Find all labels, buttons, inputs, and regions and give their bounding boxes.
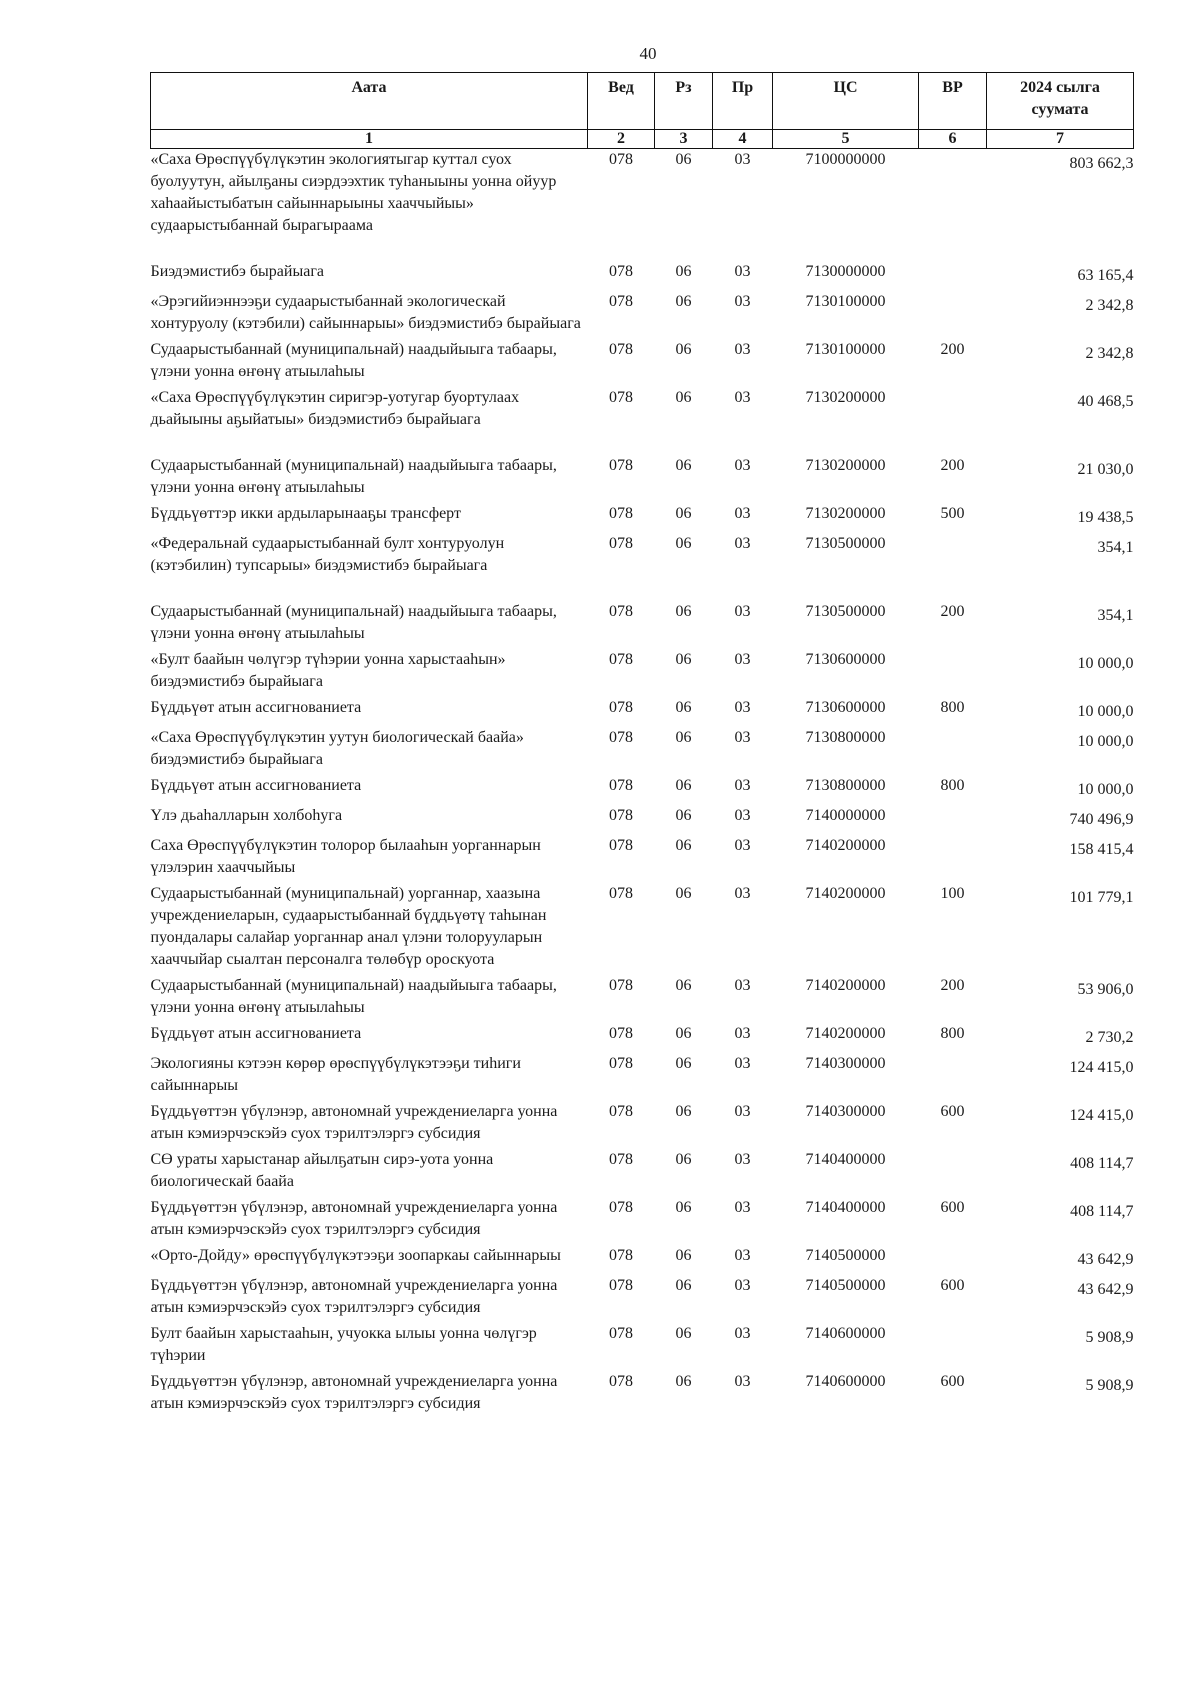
row-cs: 7140500000: [805, 1277, 886, 1294]
row-rz: 06: [675, 1277, 692, 1294]
column-number: 3: [655, 130, 713, 149]
row-pr: 03: [734, 777, 751, 794]
row-sum: 40 468,5: [1077, 393, 1134, 410]
row-name: «Эрэгийиэннээҕи судаарыстыбаннай экологическай хонтуруолу (кэтэбили) сайыннарыы» биэдэмистибэ бырайыага: [150, 293, 581, 332]
row-ved: 078: [609, 457, 633, 474]
row-vr: [919, 1053, 987, 1101]
row-sum: 10 000,0: [1077, 781, 1134, 798]
row-vr: 200: [940, 457, 965, 474]
row-sum: 43 642,9: [1077, 1281, 1134, 1298]
row-pr: 03: [734, 389, 751, 406]
row-name: «Саха Өрөспүүбүлүкэтин уутун биологическай баайа» биэдэмистибэ бырайыага: [150, 729, 524, 768]
table-row: [151, 533, 1134, 601]
row-ved: 078: [609, 1247, 633, 1264]
row-cs: 7130600000: [805, 651, 886, 668]
row-name: Бүддьүөттэн үбүлэнэр, автономнай учреждениеларга уонна атын кэмиэрчэскэйэ суох тэрилтэлэргэ субсидия: [150, 1199, 558, 1238]
row-sum: 354,1: [1097, 539, 1134, 556]
row-rz: 06: [675, 603, 692, 620]
row-pr: 03: [734, 1199, 751, 1216]
row-cs: 7140600000: [805, 1373, 886, 1390]
row-rz: 06: [675, 699, 692, 716]
row-cs: 7130200000: [805, 457, 886, 474]
row-name: «Федеральнай судаарыстыбаннай булт хонтуруолун (кэтэбилин) тупсарыы» биэдэмистибэ бырайыага: [150, 535, 505, 574]
row-rz: 06: [675, 1055, 692, 1072]
row-cs: 7100000000: [805, 151, 886, 168]
column-number: 5: [773, 130, 919, 149]
row-ved: 078: [609, 1325, 633, 1342]
row-vr: 800: [940, 699, 965, 716]
row-name: Экологияны кэтээн көрөр өрөспүүбүлүкэтээҕи тиһиги сайыннарыы: [150, 1055, 521, 1094]
row-cs: 7140400000: [805, 1151, 886, 1168]
row-cs: 7140300000: [805, 1055, 886, 1072]
row-name: Үлэ дьаһалларын холбоһуга: [150, 807, 343, 824]
row-vr: 200: [940, 977, 965, 994]
row-rz: 06: [675, 151, 692, 168]
table-row: [151, 1197, 1134, 1245]
row-sum: 740 496,9: [1069, 811, 1134, 828]
row-name: Бүддьүөттэн үбүлэнэр, автономнай учреждениеларга уонна атын кэмиэрчэскэйэ суох тэрилтэлэргэ субсидия: [150, 1277, 558, 1316]
row-vr: 200: [940, 603, 965, 620]
row-vr: [919, 261, 987, 291]
row-pr: 03: [734, 885, 751, 902]
row-vr: [919, 727, 987, 775]
row-pr: 03: [734, 293, 751, 310]
row-pr: 03: [734, 807, 751, 824]
row-name: Бүддьүөттэр икки ардыларынааҕы трансферт: [150, 505, 461, 522]
row-ved: 078: [609, 535, 633, 552]
row-vr: 500: [940, 505, 965, 522]
row-pr: 03: [734, 505, 751, 522]
table-row: [151, 1371, 1134, 1419]
row-sum: 2 730,2: [1085, 1029, 1134, 1046]
row-cs: 7130100000: [805, 293, 886, 310]
row-vr: 600: [940, 1373, 965, 1390]
row-ved: 078: [609, 1055, 633, 1072]
header-rz: Рз: [655, 73, 713, 130]
row-name: Бүддьүөттэн үбүлэнэр, автономнай учреждениеларга уонна атын кэмиэрчэскэйэ суох тэрилтэлэргэ субсидия: [150, 1103, 558, 1142]
table-row: [151, 455, 1134, 503]
row-sum: 5 908,9: [1085, 1329, 1134, 1346]
row-vr: 800: [940, 777, 965, 794]
table-row: [151, 1101, 1134, 1149]
row-rz: 06: [675, 293, 692, 310]
row-rz: 06: [675, 885, 692, 902]
row-ved: 078: [609, 1151, 633, 1168]
row-rz: 06: [675, 1151, 692, 1168]
row-pr: 03: [734, 837, 751, 854]
row-name: Бүддьүөт атын ассигнованиета: [150, 1025, 362, 1042]
row-name: «Орто-Дойду» өрөспүүбүлүкэтээҕи зоопаркаы сайыннарыы: [150, 1247, 561, 1264]
row-name: «Саха Өрөспүүбүлүкэтин сиригэр-уотугар буортулаах дьайыыны аҕыйатыы» биэдэмистибэ бырайыага: [150, 389, 520, 428]
row-rz: 06: [675, 729, 692, 746]
row-vr: [919, 835, 987, 883]
row-name: Булт баайын харыстааһын, учуокка ылыы уонна чөлүгэр түһэрии: [150, 1325, 537, 1364]
row-sum: 10 000,0: [1077, 733, 1134, 750]
row-rz: 06: [675, 777, 692, 794]
row-ved: 078: [609, 1199, 633, 1216]
row-pr: 03: [734, 1103, 751, 1120]
row-sum: 19 438,5: [1077, 509, 1134, 526]
row-ved: 078: [609, 151, 633, 168]
table-row: [151, 1323, 1134, 1371]
row-name: Судаарыстыбаннай (муниципальнай) наадыйыыга табаары, үлэни уонна өҥөнү атыылаһыы: [150, 977, 557, 1016]
table-row: [151, 339, 1134, 387]
table-row: [151, 975, 1134, 1023]
row-sum: 408 114,7: [1070, 1203, 1134, 1220]
row-pr: 03: [734, 1151, 751, 1168]
table-row: [151, 883, 1134, 975]
table-row: [151, 503, 1134, 533]
row-vr: [919, 805, 987, 835]
column-number: 6: [919, 130, 987, 149]
row-vr: 600: [940, 1199, 965, 1216]
row-ved: 078: [609, 885, 633, 902]
row-cs: 7130800000: [805, 777, 886, 794]
row-cs: 7140200000: [805, 977, 886, 994]
row-ved: 078: [609, 389, 633, 406]
row-vr: [919, 291, 987, 339]
row-cs: 7130000000: [805, 263, 886, 280]
row-sum: 124 415,0: [1069, 1059, 1134, 1076]
row-ved: 078: [609, 699, 633, 716]
row-vr: 600: [940, 1103, 965, 1120]
row-sum: 43 642,9: [1077, 1251, 1134, 1268]
row-pr: 03: [734, 457, 751, 474]
row-pr: 03: [734, 341, 751, 358]
row-ved: 078: [609, 651, 633, 668]
table-row: [151, 1149, 1134, 1197]
column-number: 7: [987, 130, 1134, 149]
row-cs: 7130100000: [805, 341, 886, 358]
row-rz: 06: [675, 1325, 692, 1342]
row-sum: 803 662,3: [1069, 155, 1134, 172]
row-rz: 06: [675, 1373, 692, 1390]
row-vr: [919, 533, 987, 601]
row-sum: 408 114,7: [1070, 1155, 1134, 1172]
header-ved: Вед: [588, 73, 655, 130]
row-ved: 078: [609, 263, 633, 280]
row-ved: 078: [609, 807, 633, 824]
row-cs: 7130500000: [805, 535, 886, 552]
row-pr: 03: [734, 1325, 751, 1342]
row-sum: 10 000,0: [1077, 655, 1134, 672]
row-name: Биэдэмистибэ бырайыага: [150, 263, 324, 280]
table-row: [151, 601, 1134, 649]
row-cs: 7130600000: [805, 699, 886, 716]
row-rz: 06: [675, 341, 692, 358]
header-pr: Пр: [713, 73, 773, 130]
row-rz: 06: [675, 977, 692, 994]
row-sum: 124 415,0: [1069, 1107, 1134, 1124]
row-ved: 078: [609, 729, 633, 746]
row-vr: [919, 1245, 987, 1275]
budget-table: [150, 72, 1134, 1419]
row-rz: 06: [675, 837, 692, 854]
row-pr: 03: [734, 535, 751, 552]
row-cs: 7140000000: [805, 807, 886, 824]
row-name: Бүддьүөт атын ассигнованиета: [150, 699, 362, 716]
row-vr: 800: [940, 1025, 965, 1042]
header-cs: ЦС: [773, 73, 919, 130]
row-pr: 03: [734, 1025, 751, 1042]
table-row: [151, 1023, 1134, 1053]
row-sum: 5 908,9: [1085, 1377, 1134, 1394]
row-vr: [919, 1323, 987, 1371]
row-rz: 06: [675, 389, 692, 406]
table-row: [151, 697, 1134, 727]
row-cs: 7140200000: [805, 885, 886, 902]
row-ved: 078: [609, 777, 633, 794]
column-number: 2: [588, 130, 655, 149]
table-row: [151, 291, 1134, 339]
header-vr: ВР: [919, 73, 987, 130]
row-name: Судаарыстыбаннай (муниципальнай) уорганнар, хаазына учреждениеларын, судаарыстыбаннай бүддьүөтү таһынан пуондалары салайар уорганнар анал үлэни толорууларын хааччыйар сыалтан персоналга төлөбүр ороскуота: [150, 885, 547, 968]
row-pr: 03: [734, 263, 751, 280]
row-name: Бүддьүөт атын ассигнованиета: [150, 777, 362, 794]
row-rz: 06: [675, 457, 692, 474]
column-number-row: [151, 130, 1134, 149]
header-name: Аата: [151, 73, 588, 130]
row-rz: 06: [675, 505, 692, 522]
table-row: [151, 835, 1134, 883]
row-rz: 06: [675, 1247, 692, 1264]
table-row: [151, 1275, 1134, 1323]
row-pr: 03: [734, 1247, 751, 1264]
row-cs: 7140200000: [805, 1025, 886, 1042]
row-rz: 06: [675, 535, 692, 552]
row-vr: [919, 149, 987, 262]
row-vr: [919, 387, 987, 455]
row-pr: 03: [734, 699, 751, 716]
row-pr: 03: [734, 651, 751, 668]
row-name: Судаарыстыбаннай (муниципальнай) наадыйыыга табаары, үлэни уонна өҥөнү атыылаһыы: [150, 341, 557, 380]
row-cs: 7140500000: [805, 1247, 886, 1264]
row-cs: 7130500000: [805, 603, 886, 620]
table-row: [151, 805, 1134, 835]
row-name: Саха Өрөспүүбүлүкэтин толорор былааһын уорганнарын үлэлэрин хааччыйыы: [150, 837, 541, 876]
row-sum: 2 342,8: [1085, 297, 1134, 314]
row-name: Бүддьүөттэн үбүлэнэр, автономнай учреждениеларга уонна атын кэмиэрчэскэйэ суох тэрилтэлэргэ субсидия: [150, 1373, 558, 1412]
row-ved: 078: [609, 1025, 633, 1042]
row-rz: 06: [675, 807, 692, 824]
row-pr: 03: [734, 151, 751, 168]
row-sum: 53 906,0: [1077, 981, 1134, 998]
table-row: [151, 775, 1134, 805]
row-cs: 7130200000: [805, 389, 886, 406]
row-sum: 101 779,1: [1069, 889, 1134, 906]
row-name: Судаарыстыбаннай (муниципальнай) наадыйыыга табаары, үлэни уонна өҥөнү атыылаһыы: [150, 457, 557, 496]
table-row: [151, 149, 1134, 262]
row-rz: 06: [675, 1199, 692, 1216]
row-rz: 06: [675, 1103, 692, 1120]
row-ved: 078: [609, 603, 633, 620]
row-pr: 03: [734, 1373, 751, 1390]
table-row: [151, 727, 1134, 775]
page-number: 40: [639, 44, 657, 63]
row-vr: 100: [940, 885, 965, 902]
row-cs: 7130200000: [805, 505, 886, 522]
row-rz: 06: [675, 651, 692, 668]
row-pr: 03: [734, 729, 751, 746]
row-vr: [919, 1149, 987, 1197]
row-sum: 63 165,4: [1077, 267, 1134, 284]
row-name: «Саха Өрөспүүбүлүкэтин экологиятыгар куттал суох буолуутун, айылҕаны сиэрдээхтик туһаныыны уонна ойуур хаһаайыстыбатын сайыннарыыны хааччыйыы» судаарыстыбаннай бырагыраама: [150, 151, 557, 234]
row-ved: 078: [609, 293, 633, 310]
row-pr: 03: [734, 1055, 751, 1072]
row-name: СӨ ураты харыстанар айылҕатын сирэ-уота уонна биологическай баайа: [150, 1151, 494, 1190]
row-ved: 078: [609, 1277, 633, 1294]
row-ved: 078: [609, 341, 633, 358]
table-row: [151, 649, 1134, 697]
row-sum: 2 342,8: [1085, 345, 1134, 362]
row-pr: 03: [734, 1277, 751, 1294]
row-ved: 078: [609, 837, 633, 854]
row-pr: 03: [734, 977, 751, 994]
table-row: [151, 1053, 1134, 1101]
row-sum: 21 030,0: [1077, 461, 1134, 478]
column-number: 4: [713, 130, 773, 149]
row-rz: 06: [675, 1025, 692, 1042]
table-row: [151, 261, 1134, 291]
column-number: 1: [151, 130, 588, 149]
row-pr: 03: [734, 603, 751, 620]
row-sum: 354,1: [1097, 607, 1134, 624]
row-sum: 10 000,0: [1077, 703, 1134, 720]
row-ved: 078: [609, 1373, 633, 1390]
row-vr: 600: [940, 1277, 965, 1294]
table-body: [151, 149, 1134, 1420]
header-row: [151, 73, 1134, 130]
row-cs: 7130800000: [805, 729, 886, 746]
table-row: [151, 387, 1134, 455]
row-ved: 078: [609, 1103, 633, 1120]
row-name: Судаарыстыбаннай (муниципальнай) наадыйыыга табаары, үлэни уонна өҥөнү атыылаһыы: [150, 603, 557, 642]
row-ved: 078: [609, 505, 633, 522]
row-ved: 078: [609, 977, 633, 994]
row-cs: 7140600000: [805, 1325, 886, 1342]
row-cs: 7140300000: [805, 1103, 886, 1120]
row-vr: [919, 649, 987, 697]
row-cs: 7140400000: [805, 1199, 886, 1216]
table-row: [151, 1245, 1134, 1275]
row-sum: 158 415,4: [1069, 841, 1134, 858]
row-name: «Булт баайын чөлүгэр түһэрии уонна харыстааһын» биэдэмистибэ бырайыага: [150, 651, 506, 690]
row-cs: 7140200000: [805, 837, 886, 854]
header-sum: 2024 сылга суумата: [987, 73, 1134, 130]
row-rz: 06: [675, 263, 692, 280]
row-vr: 200: [940, 341, 965, 358]
